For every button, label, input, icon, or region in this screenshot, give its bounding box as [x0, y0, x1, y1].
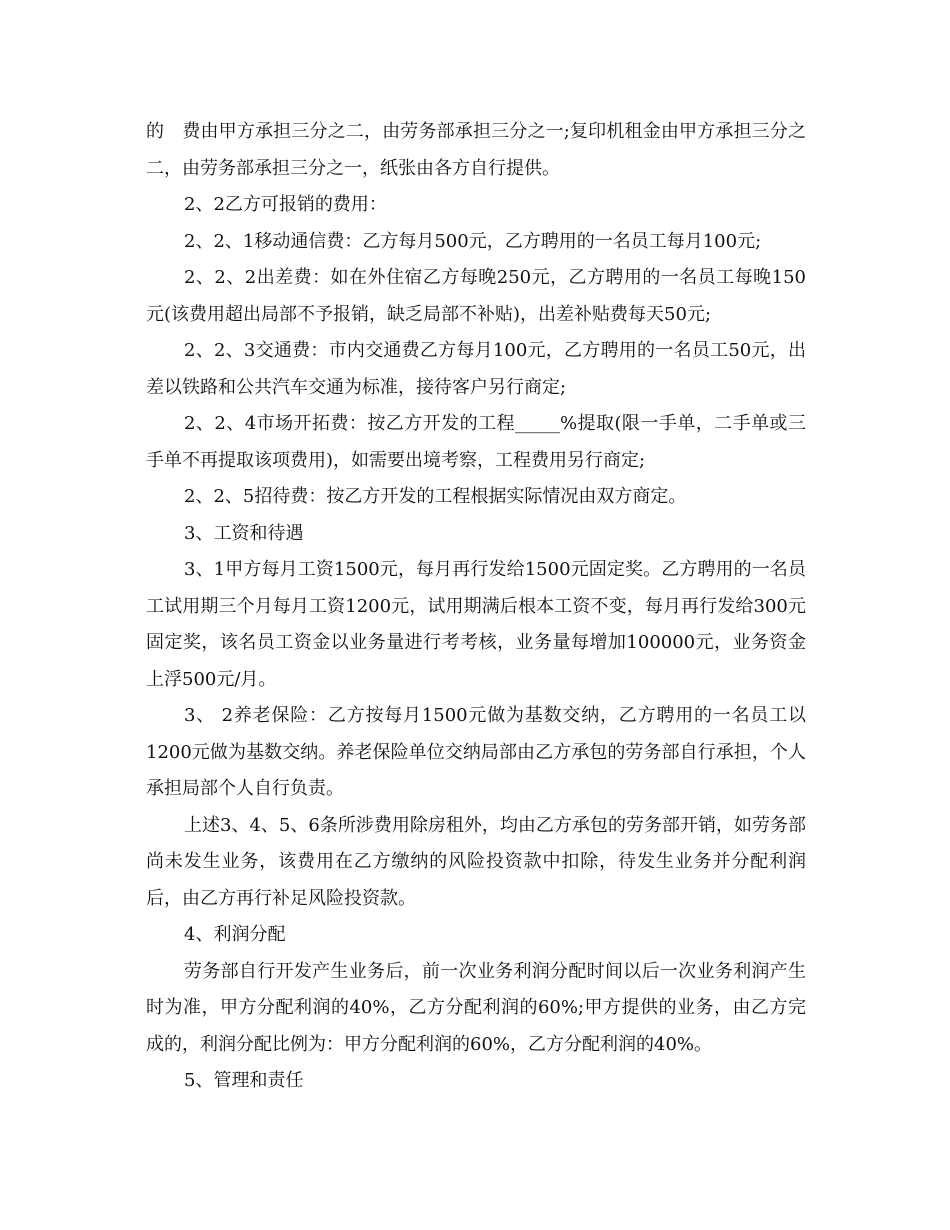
document-body — [146, 114, 806, 1100]
paragraph-2-2-3: 2、2、3交通费：市内交通费乙方每月100元，乙方聘用的一名员工50元，出差以铁路和公共汽车交通为标准，接待客户另行商定; — [146, 340, 806, 398]
paragraph-2-2-2: 2、2、2出差费：如在外住宿乙方每晚250元，乙方聘用的一名员工每晚150元(该费用超出局部不予报销，缺乏局部不补贴)，出差补贴费每天50元; — [146, 267, 806, 325]
paragraph-above: 上述3、4、5、6条所涉费用除房租外，均由乙方承包的劳务部开销，如劳务部尚未发生业务，该费用在乙方缴纳的风险投资款中扣除，待发生业务并分配利润后，由乙方再行补足风险投资款。 — [146, 814, 806, 909]
paragraph-3-1: 3、1甲方每月工资1500元，每月再行发给1500元固定奖。乙方聘用的一名员工试用期三个月每月工资1200元，试用期满后根本工资不变，每月再行发给300元固定奖，该名员工资金以业务量进行考考核，业务量每增加100000元，业务资金上浮500元/月。 — [146, 559, 806, 690]
paragraph-3-2: 3、 2养老保险：乙方按每月1500元做为基数交纳，乙方聘用的一名员工以1200元做为基数交纳。养老保险单位交纳局部由乙方承包的劳务部自行承担，个人承担局部个人自行负责。 — [146, 705, 806, 799]
paragraph-2-2: 2、2乙方可报销的费用： — [184, 194, 387, 215]
paragraph-3-heading: 3、工资和待遇 — [184, 522, 304, 544]
paragraph-2-2-4: 2、2、4市场开拓费：按乙方开发的工程_____%提取(限一手单，二手单或三手单不再提取该项费用)，如需要出境考察，工程费用另行商定; — [146, 413, 806, 471]
paragraph-5-heading: 5、管理和责任 — [184, 1070, 304, 1091]
paragraph-4-heading: 4、利润分配 — [184, 924, 286, 945]
paragraph-2-2-5: 2、2、5招待费：按乙方开发的工程根据实际情况由双方商定。 — [184, 486, 687, 507]
paragraph-4-body: 劳务部自行开发产生业务后，前一次业务利润分配时间以后一次业务利润产生时为准，甲方分配利润的40%，乙方分配利润的60%;甲方提供的业务，由乙方完成的，利润分配比例为：甲方分配利润的60%，乙方分配利润的40%。 — [146, 960, 806, 1055]
paragraph-2-2-1: 2、2、1移动通信费：乙方每月500元，乙方聘用的一名员工每月100元; — [184, 230, 762, 252]
paragraph-continued-fees: 的 费由甲方承担三分之二，由劳务部承担三分之一;复印机租金由甲方承担三分之二，由劳务部承担三分之一，纸张由各方自行提供。 — [146, 121, 806, 179]
